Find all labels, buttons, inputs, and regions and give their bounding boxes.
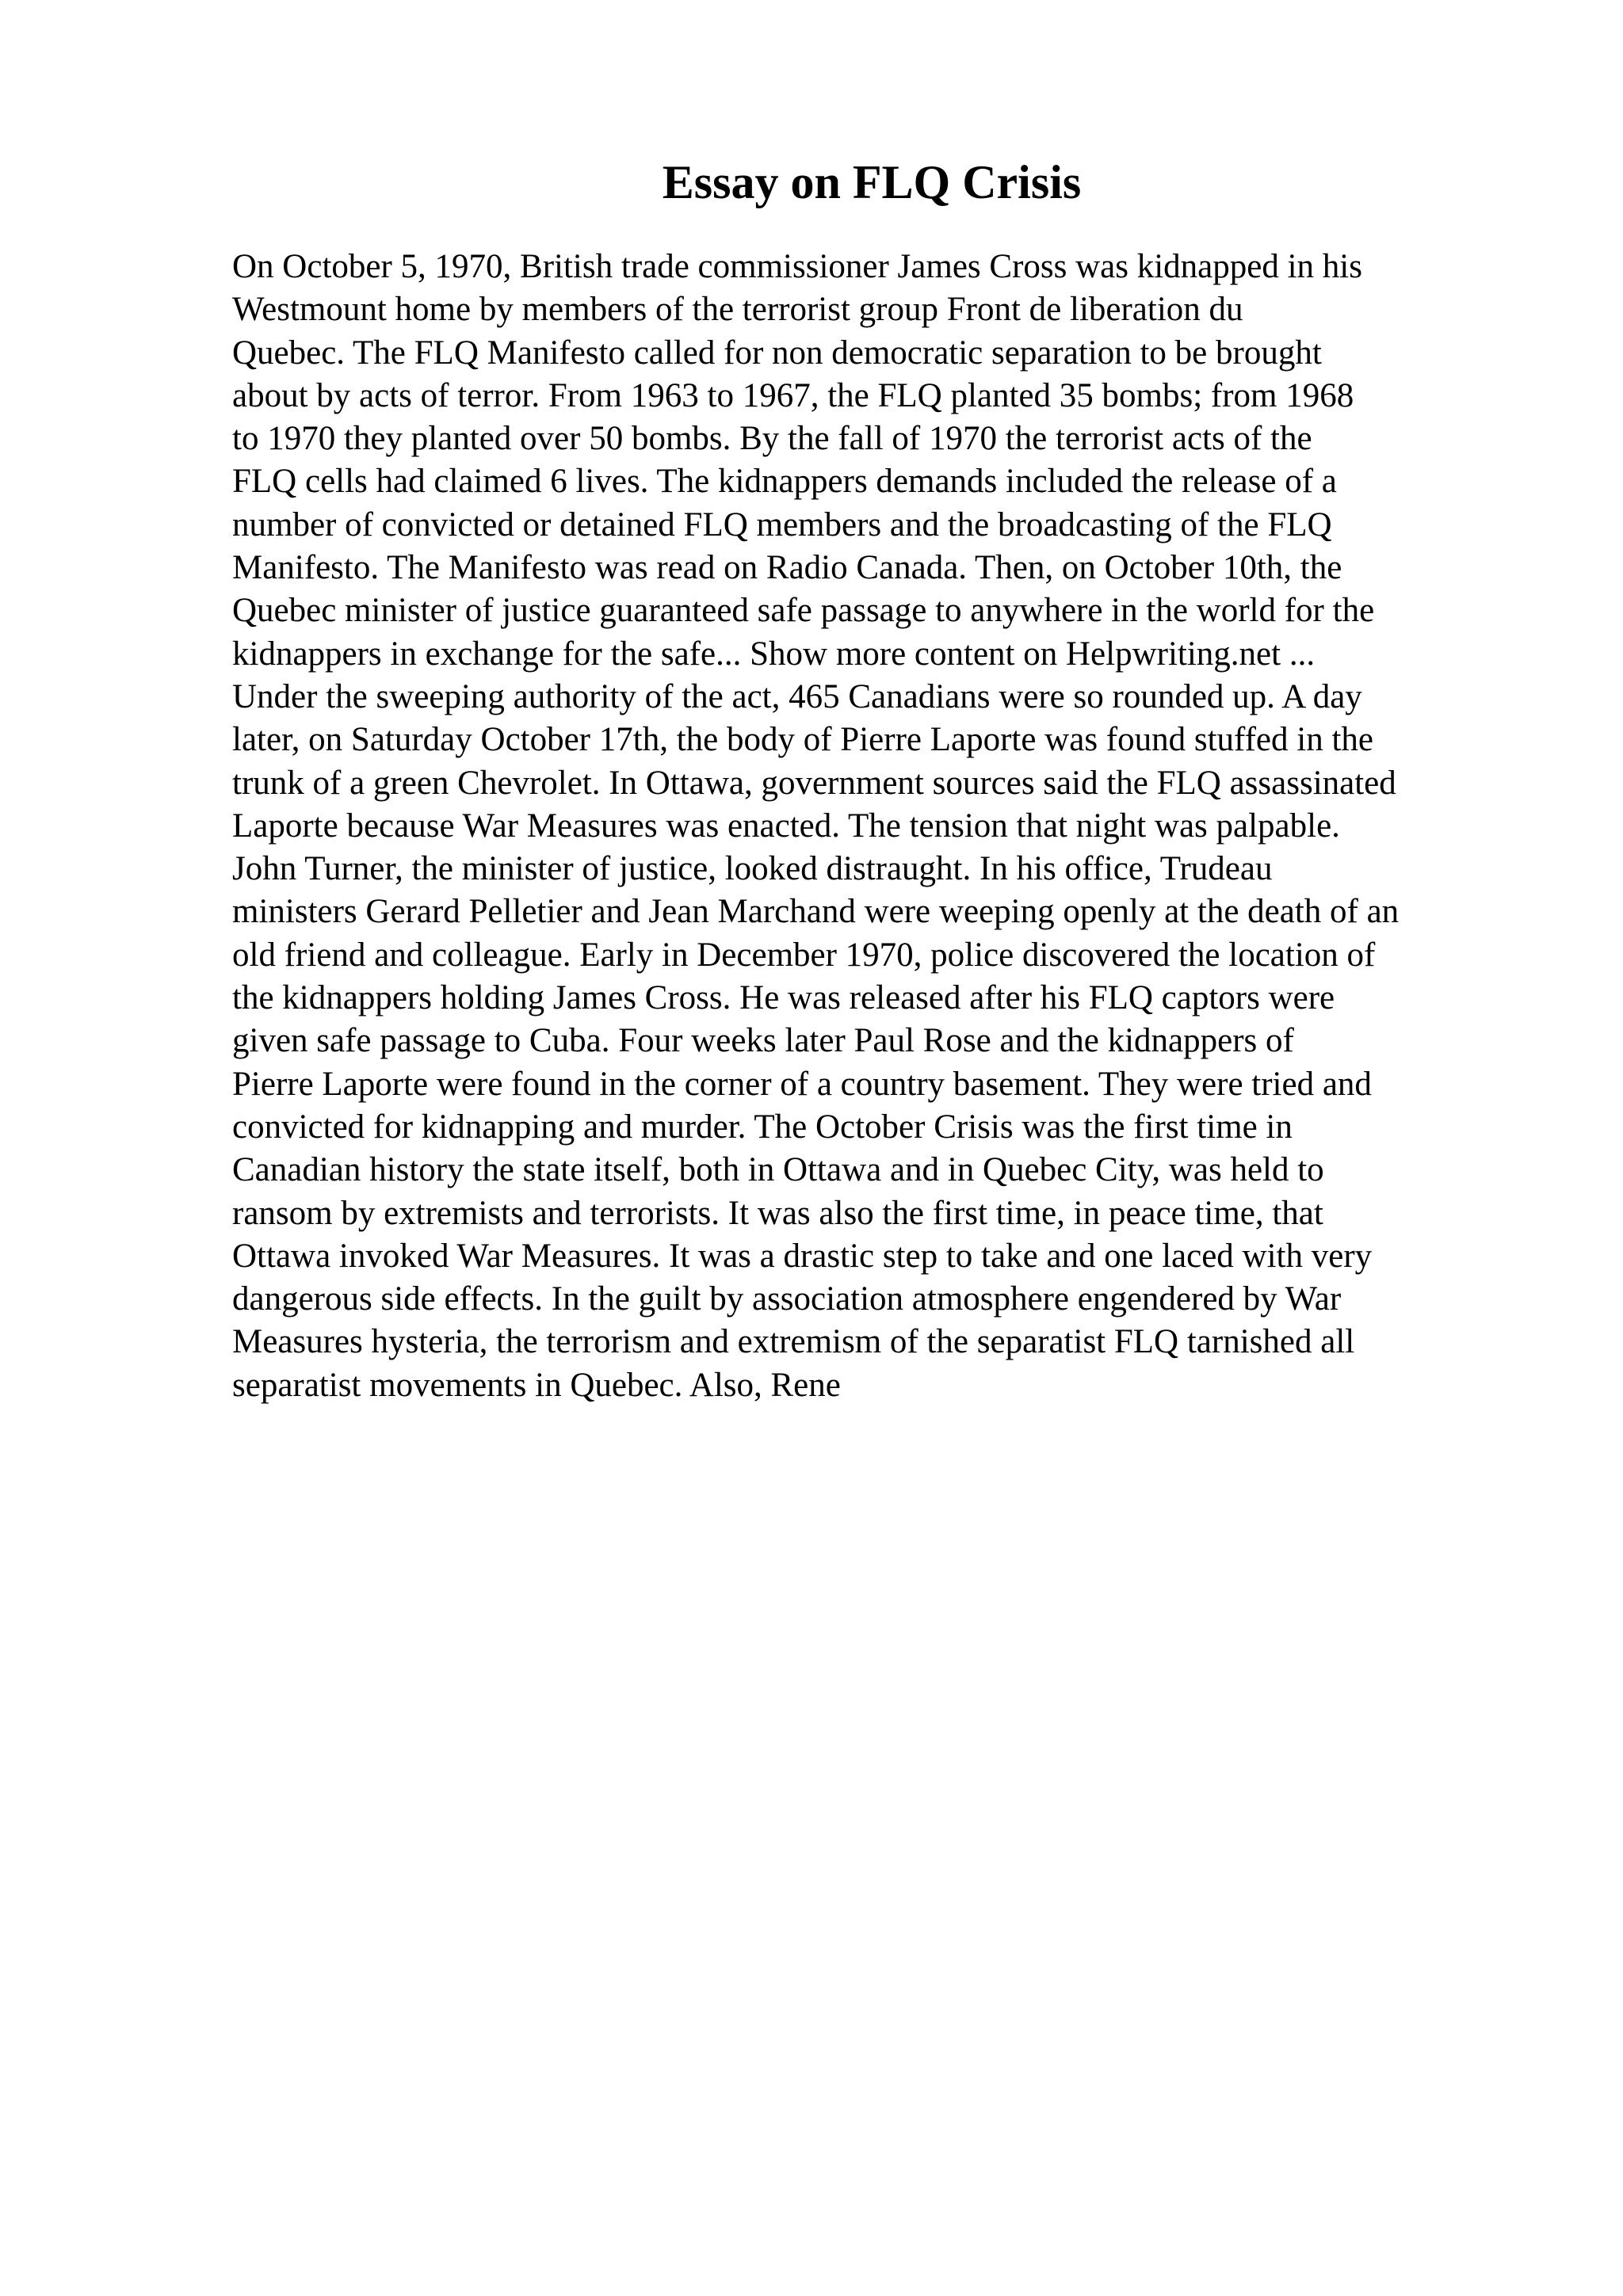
essay-line: Ottawa invoked War Measures. It was a drastic step to take and one laced with very [232,1237,1373,1275]
essay-line: Quebec. The FLQ Manifesto called for non democratic separation to be brought [232,334,1322,372]
essay-line: trunk of a green Chevrolet. In Ottawa, government sources said the FLQ assassinated [232,764,1396,802]
essay-line: later, on Saturday October 17th, the body of Pierre Laporte was found stuffed in the [232,721,1373,759]
essay-line: separatist movements in Quebec. Also, Rene [232,1366,841,1404]
essay-line: On October 5, 1970, British trade commissioner James Cross was kidnapped in his [232,248,1362,285]
essay-line: ransom by extremists and terrorists. It was also the first time, in peace time, that [232,1194,1323,1232]
essay-line: Laporte because War Measures was enacted. The tension that night was palpable. [232,807,1340,845]
essay-line: Quebec minister of justice guaranteed safe passage to anywhere in the world for the [232,592,1375,630]
essay-line: to 1970 they planted over 50 bombs. By the fall of 1970 the terrorist acts of the [232,420,1312,458]
essay-line: Westmount home by members of the terrorist group Front de liberation du [232,291,1243,329]
essay-line: Canadian history the state itself, both in Ottawa and in Quebec City, was held to [232,1151,1324,1189]
document-title: Essay on FLQ Crisis [662,156,1082,208]
essay-line: the kidnappers holding James Cross. He was released after his FLQ captors were [232,979,1335,1017]
essay-line: kidnappers in exchange for the safe... Show more content on Helpwriting.net ... [232,635,1316,673]
essay-line: Under the sweeping authority of the act, 465 Canadians were so rounded up. A day [232,677,1362,715]
essay-line: FLQ cells had claimed 6 lives. The kidnappers demands included the release of a [232,463,1337,501]
essay-line: ministers Gerard Pelletier and Jean Marchand were weeping openly at the death of an [232,893,1400,931]
essay-line: Pierre Laporte were found in the corner of a country basement. They were tried and [232,1065,1372,1103]
essay-line: convicted for kidnapping and murder. The October Crisis was the first time in [232,1108,1293,1146]
essay-line: given safe passage to Cuba. Four weeks later Paul Rose and the kidnappers of [232,1022,1294,1060]
essay-line: Manifesto. The Manifesto was read on Radio Canada. Then, on October 10th, the [232,549,1342,587]
essay-line: number of convicted or detained FLQ members and the broadcasting of the FLQ [232,505,1332,543]
essay-line: old friend and colleague. Early in December 1970, police discovered the location of [232,936,1376,974]
essay-line: Measures hysteria, the terrorism and extremism of the separatist FLQ tarnished all [232,1323,1355,1361]
essay-line: dangerous side effects. In the guilt by association atmosphere engendered by War [232,1280,1342,1318]
essay-body [232,246,1595,1407]
essay-line: John Turner, the minister of justice, looked distraught. In his office, Trudeau [232,850,1273,888]
essay-line: about by acts of terror. From 1963 to 1967, the FLQ planted 35 bombs; from 1968 [232,376,1354,414]
